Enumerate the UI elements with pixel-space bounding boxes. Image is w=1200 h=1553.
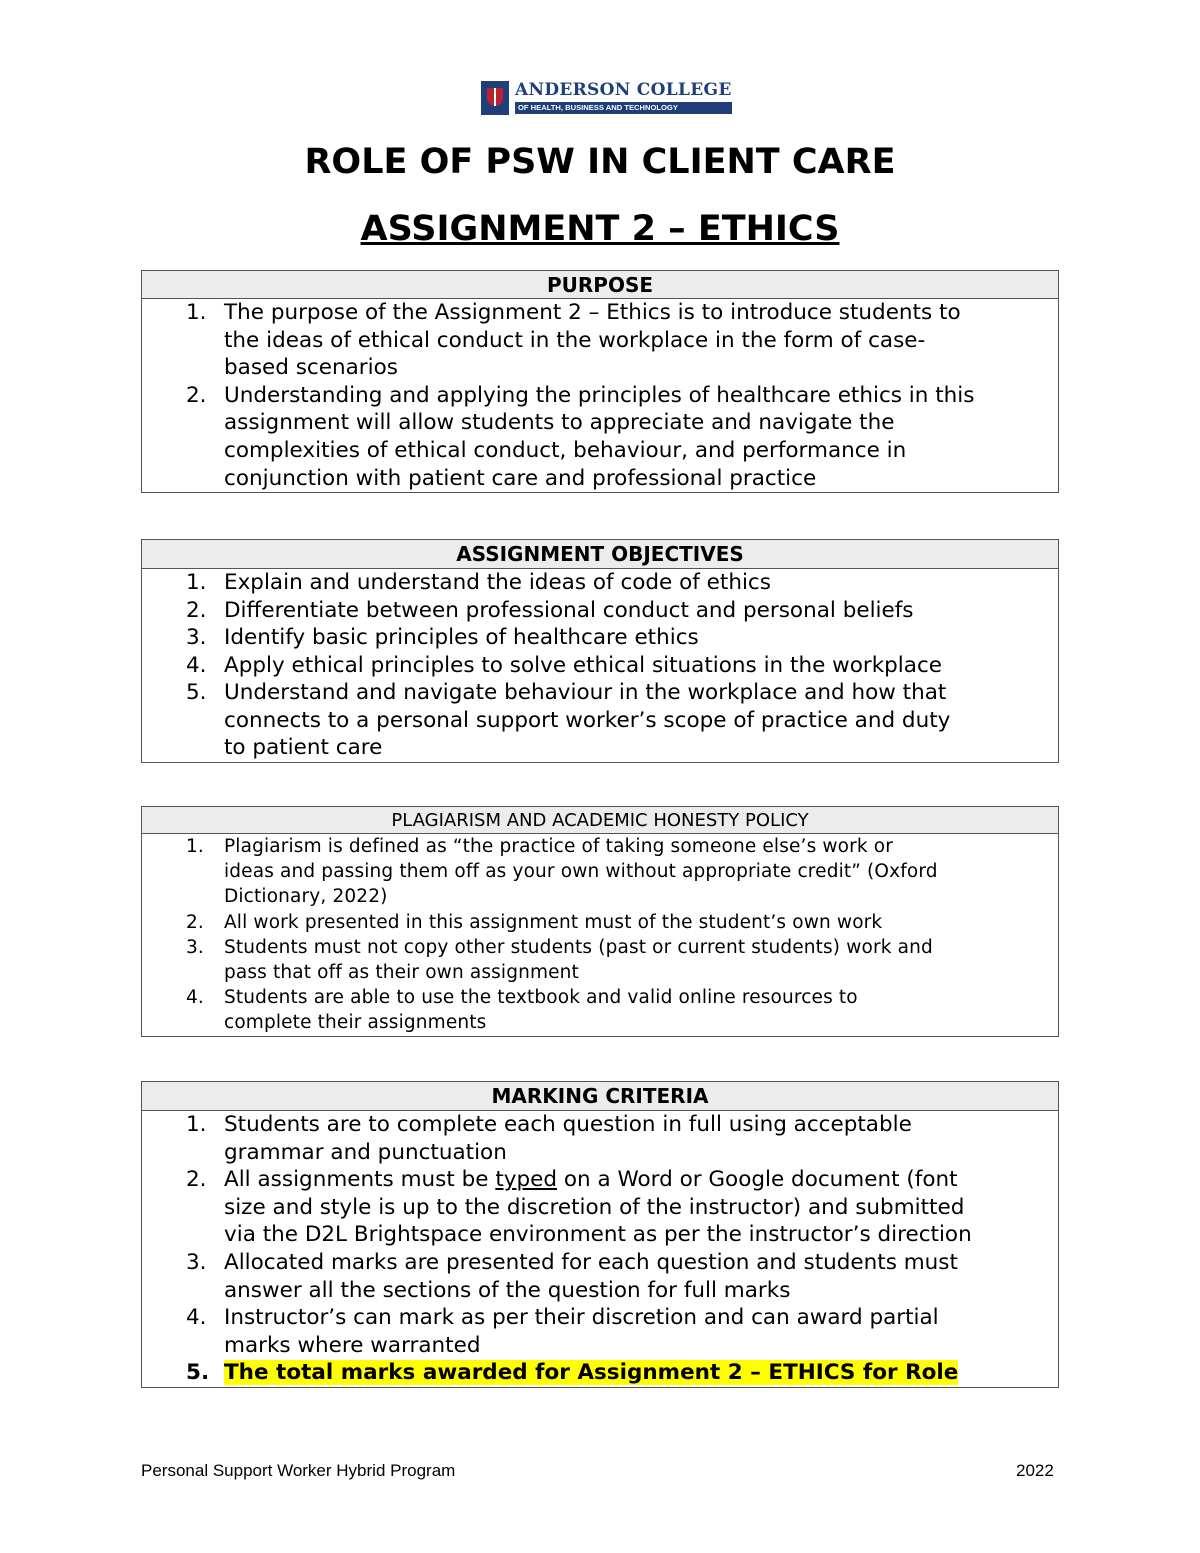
list-item: [142, 679, 1058, 762]
item-number: 1.: [186, 836, 204, 857]
list-item: [142, 597, 1058, 625]
shield-icon: [481, 81, 509, 115]
purpose-list: [142, 299, 1058, 492]
item-number: 3.: [186, 936, 204, 958]
item-number: 4.: [186, 1305, 207, 1331]
item-line: Identify basic principles of healthcare ethics: [224, 625, 699, 650]
item-line: the ideas of ethical conduct in the workplace in the form of case-: [224, 327, 926, 353]
item-line: grammar and punctuation: [224, 1139, 507, 1165]
item-line: pass that off as their own assignment: [224, 962, 579, 984]
item-line: size and style is up to the discretion of the instructor) and submitted: [224, 1194, 965, 1220]
item-number: 3.: [186, 1249, 207, 1275]
item-line: Students must not copy other students (past or current students) work and: [224, 936, 933, 958]
plagiarism-section: [141, 806, 1059, 1037]
item-line: via the D2L Brightspace environment as per the instructor’s direction: [224, 1222, 972, 1248]
item-number: 1.: [186, 570, 207, 595]
list-item: [142, 834, 1058, 910]
item-number: 2.: [186, 382, 207, 408]
item-line: Differentiate between professional conduct and personal beliefs: [224, 597, 914, 623]
section-heading: PURPOSE: [142, 271, 1058, 299]
list-item: [142, 624, 1058, 652]
objectives-list: [142, 569, 1058, 762]
section-heading: PLAGIARISM AND ACADEMIC HONESTY POLICY: [142, 807, 1058, 834]
item-line: Allocated marks are presented for each question and students must: [224, 1249, 958, 1275]
item-line: based scenarios: [224, 355, 398, 381]
item-line: assignment will allow students to appreciate and navigate the: [224, 410, 895, 436]
item-line: Instructor’s can mark as per their discretion and can award partial: [224, 1305, 939, 1331]
item-text: All assignments must be: [224, 1167, 496, 1193]
item-line: answer all the sections of the question for full marks: [224, 1277, 791, 1303]
item-number: 2.: [186, 911, 204, 933]
plagiarism-list: [142, 834, 1058, 1036]
item-line: to patient care: [224, 735, 383, 760]
item-number: 1.: [186, 1112, 207, 1137]
item-line: Explain and understand the ideas of code of ethics: [224, 570, 771, 595]
item-line: The purpose of the Assignment 2 – Ethics is to introduce students to: [224, 300, 961, 325]
item-line: Apply ethical principles to solve ethical situations in the workplace: [224, 652, 943, 678]
section-heading: ASSIGNMENT OBJECTIVES: [142, 540, 1058, 569]
footer-year: 2022: [1016, 1461, 1054, 1480]
document-subtitle: ASSIGNMENT 2 – ETHICS: [360, 209, 840, 249]
list-item: [142, 652, 1058, 680]
list-item: [142, 299, 1058, 382]
document-title: ROLE OF PSW IN CLIENT CARE: [304, 142, 896, 182]
item-number: 4.: [186, 652, 207, 678]
item-number: 5.: [186, 1360, 210, 1386]
item-line: Understanding and applying the principles of healthcare ethics in this: [224, 382, 975, 408]
item-line: ideas and passing them off as your own without appropriate credit” (Oxford: [224, 861, 938, 883]
section-heading: MARKING CRITERIA: [142, 1082, 1058, 1111]
list-item: [142, 382, 1058, 492]
marking-section: [141, 1081, 1059, 1388]
item-line: complexities of ethical conduct, behaviour, and performance in: [224, 437, 907, 463]
list-item-highlighted: [142, 1359, 1058, 1387]
footer-program: Personal Support Worker Hybrid Program: [141, 1461, 456, 1480]
list-item: [142, 1166, 1058, 1249]
underlined-word: typed: [495, 1167, 558, 1193]
item-text: on a Word or Google document (font: [557, 1167, 958, 1193]
item-number: 4.: [186, 987, 204, 1009]
item-line: complete their assignments: [224, 1012, 487, 1034]
list-item: [142, 569, 1058, 597]
item-line: Students are able to use the textbook and valid online resources to: [224, 987, 858, 1009]
item-line: marks where warranted: [224, 1332, 481, 1358]
list-item: [142, 985, 1058, 1035]
item-line: Students are to complete each question in full using acceptable: [224, 1112, 912, 1137]
logo-text: [515, 82, 732, 114]
purpose-section: [141, 270, 1059, 493]
list-item: [142, 1304, 1058, 1359]
marking-list: [142, 1111, 1058, 1387]
item-line: connects to a personal support worker’s scope of practice and duty: [224, 707, 951, 733]
item-line: Plagiarism is defined as “the practice of taking someone else’s work or: [224, 836, 894, 857]
item-line: conjunction with patient care and professional practice: [224, 465, 817, 491]
item-number: 1.: [186, 300, 207, 325]
list-item: [142, 1249, 1058, 1304]
logo-name: ANDERSON COLLEGE: [515, 80, 732, 101]
list-item: [142, 910, 1058, 935]
item-line: Dictionary, 2022): [224, 886, 388, 908]
list-item: [142, 935, 1058, 985]
item-line: All work presented in this assignment must of the student’s own work: [224, 911, 883, 933]
college-logo: [481, 80, 732, 116]
item-number: 2.: [186, 1167, 207, 1193]
item-line: Understand and navigate behaviour in the workplace and how that: [224, 680, 947, 705]
highlighted-text: The total marks awarded for Assignment 2 – ETHICS for Role: [224, 1360, 959, 1386]
item-number: 3.: [186, 625, 207, 650]
logo-subtitle: OF HEALTH, BUSINESS AND TECHNOLOGY: [515, 102, 732, 114]
objectives-section: [141, 539, 1059, 763]
item-number: 2.: [186, 597, 207, 623]
item-number: 5.: [186, 680, 207, 705]
list-item: [142, 1111, 1058, 1166]
